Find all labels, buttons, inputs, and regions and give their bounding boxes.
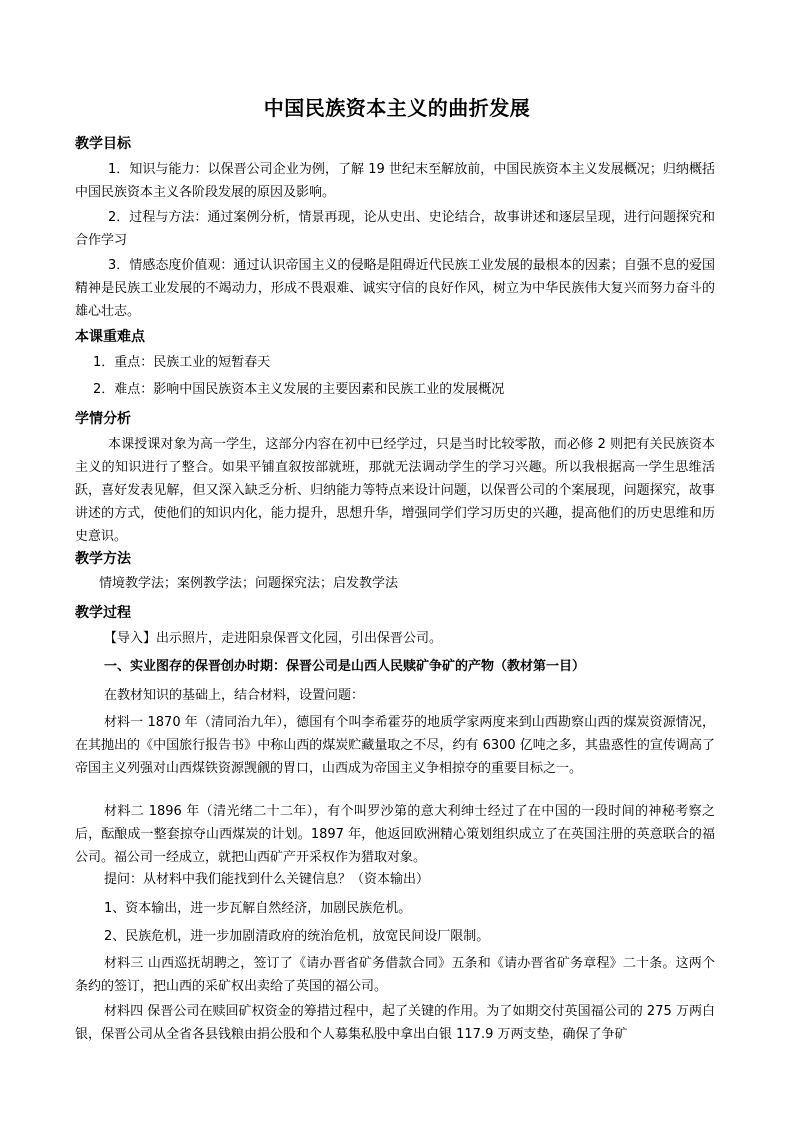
goals-paragraph-3: 3．情感态度价值观：通过认识帝国主义的侵略是阻碍近代民族工业发展的最根本的因素；自强不息的爱国精神是民族工业发展的不竭动力，形成不畏艰难、诚实守信的良好作风，树立为中华民族伟大复兴而努力奋斗的雄心壮志。 [75, 258, 715, 319]
section-heading-process: 教学过程 [75, 605, 131, 621]
section-heading-analysis: 学情分析 [75, 411, 131, 427]
section-heading-methods: 教学方法 [75, 551, 131, 567]
question-text: 提问：从材料中我们能找到什么关键信息？（资本输出） [104, 872, 430, 887]
setup-text: 在教材知识的基础上，结合材料，设置问题： [104, 688, 365, 703]
page-title: 中国民族资本主义的曲折发展 [263, 96, 531, 120]
material-2: 材料二 1896 年（清光绪二十二年），有个叫罗沙第的意大利绅士经过了在中国的一段时间的神秘考察之后，酝酿成一整套掠夺山西煤炭的计划。1897 年，他返回欧洲精心策划组织成立了在英国注册的英意联合的福公司。福公司一经成立，就把山西矿产开采权作为猎取对象。 [75, 804, 715, 865]
section-heading-goals: 教学目标 [75, 136, 131, 152]
analysis-paragraph: 本课授课对象为高一学生，这部分内容在初中已经学过，只是当时比较零散，而必修 2 则把有关民族资本主义的知识进行了整合。如果平铺直叙按部就班，那就无法调动学生的学习兴趣。所以我根据高一学生思维活跃，喜好发表见解，但又深入缺乏分析、归纳能力等特点来设计问题，以保晋公司的个案展现，问题探究，故事讲述的方式，使他们的知识内化，能力提升，思想升华，增强同学们学习历史的兴趣，提高他们的历史思维和历史意识。 [75, 437, 715, 544]
intro-text: 【导入】出示照片，走进阳泉保晋文化园，引出保晋公司。 [104, 631, 443, 646]
section-heading-keypoints: 本课重难点 [75, 329, 145, 345]
methods-text: 情境教学法；案例教学法；问题探究法；启发教学法 [99, 576, 399, 591]
goals-paragraph-2: 2．过程与方法：通过案例分析，情景再现，论从史出、史论结合，故事讲述和逐层呈现，进行问题探究和合作学习 [75, 210, 715, 248]
keypoint-item-2: 2．难点：影响中国民族资本主义发展的主要因素和民族工业的发展概况 [93, 382, 505, 397]
answer-1: 1、资本输出，进一步瓦解自然经济，加剧民族危机。 [104, 901, 412, 916]
material-4: 材料四 保晋公司在赎回矿权资金的筹措过程中，起了关键的作用。为了如期交付英国福公司的 275 万两白银，保晋公司从全省各县钱粮由捐公股和个人募集私股中拿出白银 117.9 万两支垫，确保了争矿 [75, 1004, 715, 1042]
answer-2: 2、民族危机，进一步加剧清政府的统治危机，放宽民间设厂限制。 [104, 929, 490, 944]
keypoint-item-1: 1．重点：民族工业的短暂春天 [93, 355, 271, 370]
material-3: 材料三 山西巡抚胡聘之，签订了《请办晋省矿务借款合同》五条和《请办晋省矿务章程》二十条。这两个条约的签订，把山西的采矿权出卖给了英国的福公司。 [75, 956, 715, 994]
subheading-one: 一、实业图存的保晋创办时期：保晋公司是山西人民赎矿争矿的产物（教材第一目） [104, 659, 586, 674]
material-1: 材料一 1870 年（清同治九年），德国有个叫李希霍芬的地质学家两度来到山西勘察山西的煤炭资源情况，在其抛出的《中国旅行报告书》中称山西的煤炭贮藏量取之不尽，约有 6300 亿吨之多，其蛊惑性的宣传调高了帝国主义列强对山西煤铁资源觊觎的胃口，山西成为帝国主义争相掠夺的重要目标之一。 [75, 715, 715, 776]
goals-paragraph-1: 1．知识与能力：以保晋公司企业为例，了解 19 世纪末至解放前，中国民族资本主义发展概况；归纳概括中国民族资本主义各阶段发展的原因及影响。 [75, 162, 715, 200]
